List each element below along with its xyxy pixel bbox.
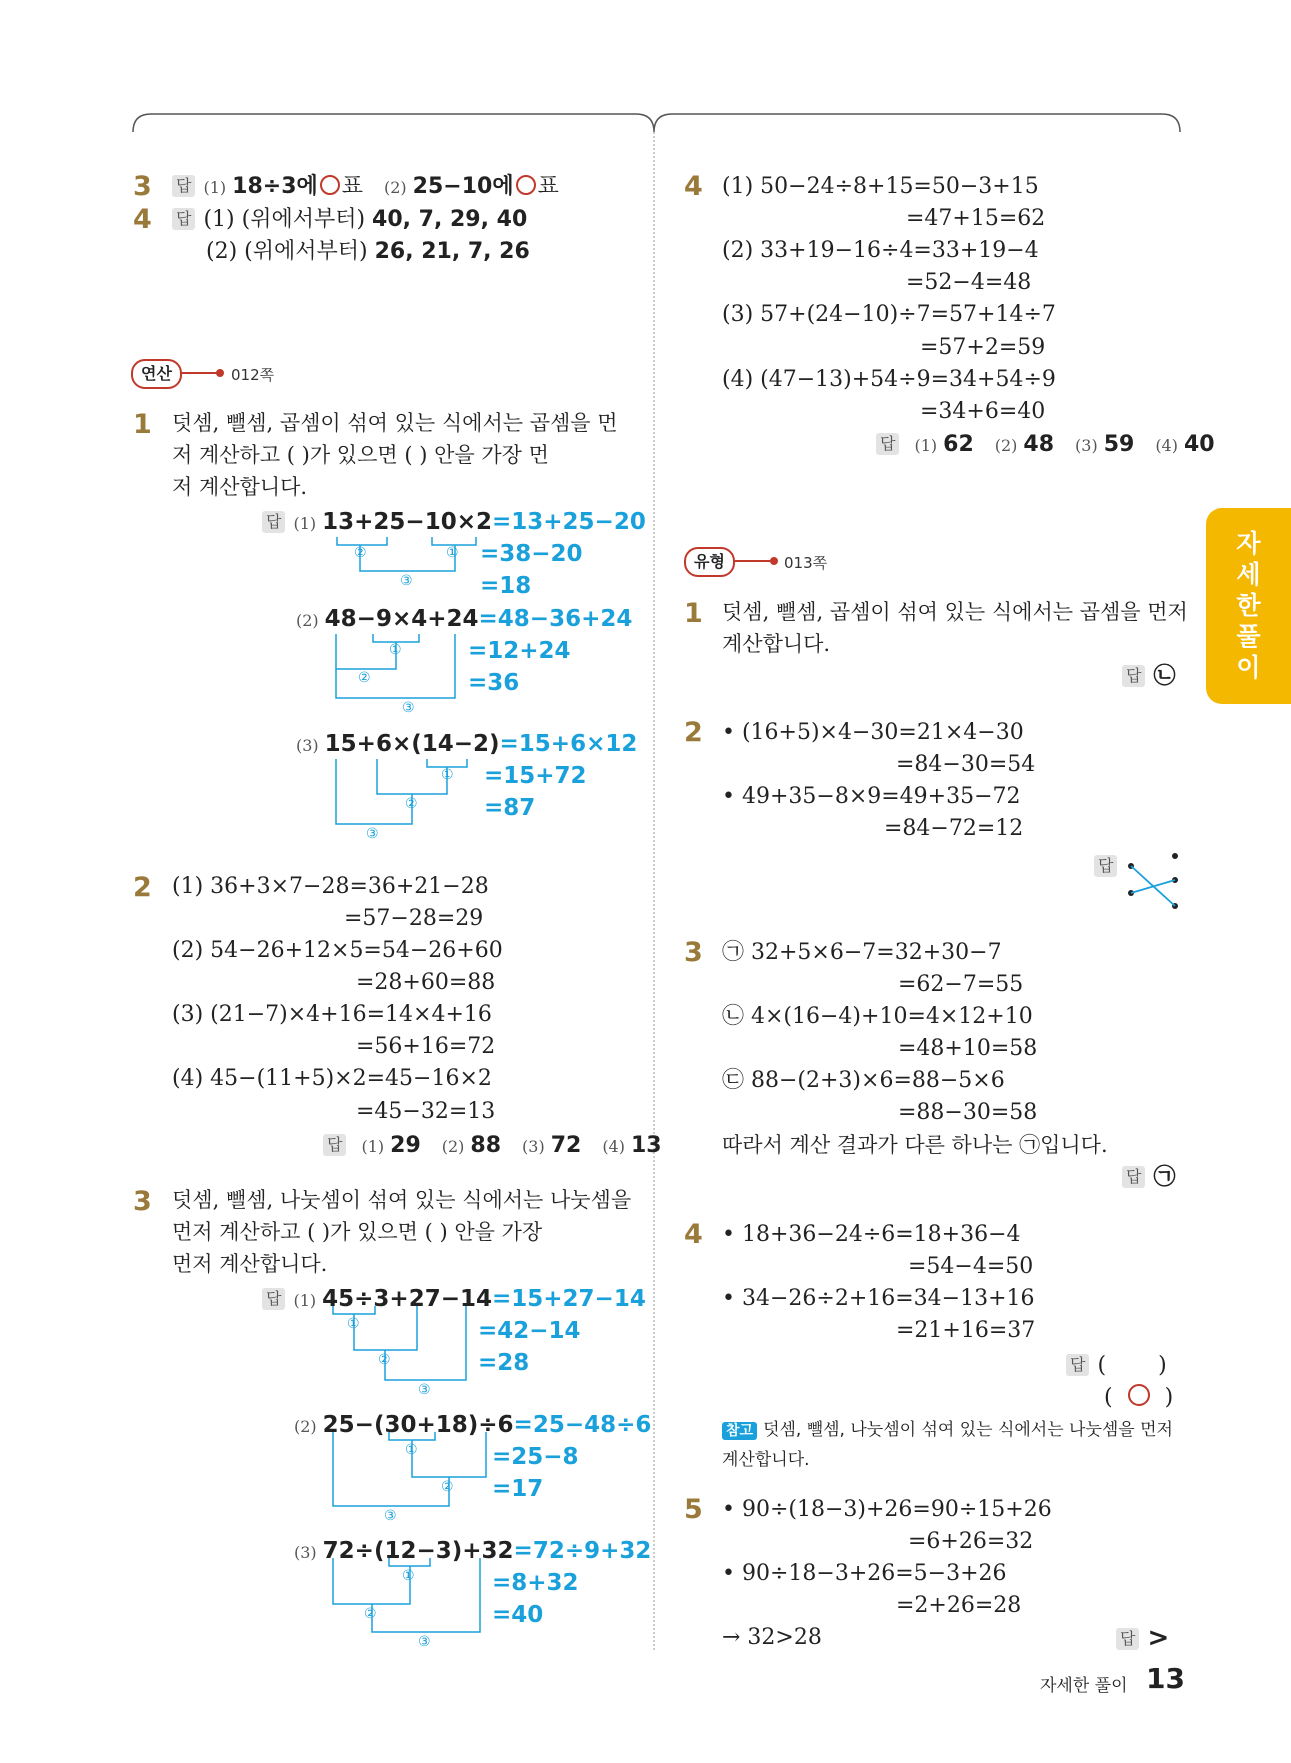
order-mark: ① xyxy=(347,1316,360,1332)
calc-line: • 90÷(18−3)+26=90÷15+26 xyxy=(722,1497,1052,1522)
explanation-line: 저 계산하고 ( )가 있으면 ( ) 안을 가장 먼 xyxy=(172,443,549,467)
order-mark: ② xyxy=(378,1352,391,1368)
order-mark: ③ xyxy=(418,1634,431,1650)
calc-line: =47+15=62 xyxy=(906,206,1046,231)
calc-line: (2) 25−(30+18)÷6=25−48÷6 xyxy=(294,1412,652,1438)
calc-line: (4) 45−(11+5)×2=45−16×2 xyxy=(172,1066,492,1091)
answer-line: ( ) xyxy=(1104,1385,1174,1410)
section-tag: 유형 xyxy=(684,547,735,577)
question-number: 1 xyxy=(684,598,703,629)
calc-line: 답 (1) 45÷3+27−14=15+27−14 xyxy=(262,1284,646,1316)
order-mark: ③ xyxy=(400,573,413,589)
calc-line: ㉢ 88−(2+3)×6=88−5×6 xyxy=(722,1068,1005,1093)
question-number: 3 xyxy=(684,937,703,968)
order-mark: ③ xyxy=(402,700,415,716)
calc-line: =48+10=58 xyxy=(898,1036,1038,1061)
order-mark: ③ xyxy=(384,1508,397,1524)
order-mark: ② xyxy=(441,1479,454,1495)
explanation-line: 저 계산합니다. xyxy=(172,475,308,499)
order-mark: ③ xyxy=(366,826,379,842)
calc-line: =56+16=72 xyxy=(356,1034,496,1059)
order-mark: ② xyxy=(358,670,371,686)
question-number: 4 xyxy=(684,171,703,202)
calc-line: → 32>28 xyxy=(722,1625,822,1650)
calc-line: 답 (1) 13+25−10×2=13+25−20 xyxy=(262,507,646,539)
question-number: 2 xyxy=(133,872,152,903)
calc-line: =84−30=54 xyxy=(896,752,1036,777)
answer-line: 답 ㉡ xyxy=(1122,662,1175,692)
answer-line: 답 (1) (위에서부터) 40, 7, 29, 40 xyxy=(172,205,527,235)
calc-line: • (16+5)×4−30=21×4−30 xyxy=(722,720,1024,745)
explanation-line: 따라서 계산 결과가 다른 하나는 ㉠입니다. xyxy=(722,1133,1108,1157)
question-number: 5 xyxy=(684,1494,703,1525)
answer-line: 답 ( ) xyxy=(1066,1351,1167,1381)
calc-line: =88−30=58 xyxy=(898,1100,1038,1125)
calc-line: =6+26=32 xyxy=(908,1529,1034,1554)
calc-result: =17 xyxy=(492,1476,544,1502)
calc-line: =34+6=40 xyxy=(920,399,1046,424)
calc-line: =2+26=28 xyxy=(896,1593,1022,1618)
calc-line: • 18+36−24÷6=18+36−4 xyxy=(722,1222,1021,1247)
calc-result: =40 xyxy=(492,1602,544,1628)
answer-line: 답 (1) 18÷3에 표 (2) 25−10에 표 xyxy=(172,172,559,203)
calc-result: =42−14 xyxy=(478,1318,581,1344)
calc-line: =28+60=88 xyxy=(356,970,496,995)
calc-line: (4) (47−13)+54÷9=34+54÷9 xyxy=(722,367,1056,392)
answer-badge: 답 xyxy=(172,175,195,197)
answer-line: 답 xyxy=(1094,852,1125,882)
calc-line: • 34−26÷2+16=34−13+16 xyxy=(722,1286,1035,1311)
calc-line: • 90÷18−3+26=5−3+26 xyxy=(722,1561,1007,1586)
answer-line: 답 (1) 62 (2) 48 (3) 59 (4) 40 xyxy=(876,430,1215,461)
calc-result: =15+72 xyxy=(484,763,587,789)
note: 참고 덧셈, 뺄셈, 나눗셈이 섞여 있는 식에서는 나눗셈을 먼저 xyxy=(722,1415,1173,1446)
question-number: 3 xyxy=(133,1186,152,1217)
tag-page: 013쪽 xyxy=(784,554,828,572)
calc-line: =45−32=13 xyxy=(356,1099,496,1124)
order-mark: ② xyxy=(405,796,418,812)
calc-result: =87 xyxy=(484,795,536,821)
calc-line: (3) 72÷(12−3)+32=72÷9+32 xyxy=(294,1538,652,1564)
order-mark: ① xyxy=(402,1568,415,1584)
calc-line: (3) (21−7)×4+16=14×4+16 xyxy=(172,1002,492,1027)
calc-result: =18 xyxy=(480,573,532,599)
calc-line: ㉡ 4×(16−4)+10=4×12+10 xyxy=(722,1004,1033,1029)
order-mark: ① xyxy=(441,767,454,783)
question-number: 4 xyxy=(133,204,152,235)
calc-result: =28 xyxy=(478,1350,530,1376)
explanation-line: 덧셈, 뺄셈, 곱셈이 섞여 있는 식에서는 곱셈을 먼 xyxy=(172,411,618,435)
question-number: 1 xyxy=(133,409,152,440)
calc-result: =36 xyxy=(468,670,520,696)
explanation-line: 덧셈, 뺄셈, 나눗셈이 섞여 있는 식에서는 나눗셈을 xyxy=(172,1188,632,1212)
calc-line: =57+2=59 xyxy=(920,335,1046,360)
calc-line: =21+16=37 xyxy=(896,1318,1036,1343)
order-mark: ① xyxy=(405,1442,418,1458)
calc-line: (3) 15+6×(14−2)=15+6×12 xyxy=(296,731,638,757)
section-tag: 연산 xyxy=(131,359,182,389)
calc-line: =62−7=55 xyxy=(898,972,1024,997)
answer-line: 답 (1) 29 (2) 88 (3) 72 (4) 13 xyxy=(323,1131,662,1162)
calc-line: ㉠ 32+5×6−7=32+30−7 xyxy=(722,940,1002,965)
calc-result: =25−8 xyxy=(492,1444,579,1470)
explanation-line: 덧셈, 뺄셈, 곱셈이 섞여 있는 식에서는 곱셈을 먼저 xyxy=(722,600,1188,624)
page-number: 13 xyxy=(1146,1662,1185,1695)
answer-line: (2) (위에서부터) 26, 21, 7, 26 xyxy=(206,239,530,264)
explanation-line: 먼저 계산합니다. xyxy=(172,1252,328,1276)
note-badge: 참고 xyxy=(722,1422,757,1440)
calc-result: =38−20 xyxy=(480,541,583,567)
tag-page: 012쪽 xyxy=(231,366,275,384)
answer-line: 답 > xyxy=(1116,1623,1169,1655)
explanation-line: 계산합니다. xyxy=(722,632,831,656)
calc-line: =52−4=48 xyxy=(906,270,1032,295)
explanation-line: 먼저 계산하고 ( )가 있으면 ( ) 안을 가장 xyxy=(172,1220,543,1244)
calc-result: =8+32 xyxy=(492,1570,579,1596)
side-tab[interactable]: 자 세 한 풀 이 xyxy=(1206,508,1291,704)
answer-line: 답 ㉠ xyxy=(1122,1163,1175,1193)
calc-line: =57−28=29 xyxy=(344,906,484,931)
calc-line: =84−72=12 xyxy=(884,816,1024,841)
calc-line: (3) 57+(24−10)÷7=57+14÷7 xyxy=(722,302,1056,327)
calc-line: =54−4=50 xyxy=(908,1254,1034,1279)
calc-line: (2) 33+19−16÷4=33+19−4 xyxy=(722,238,1039,263)
order-mark: ③ xyxy=(418,1382,431,1398)
calc-line: • 49+35−8×9=49+35−72 xyxy=(722,784,1021,809)
order-mark: ② xyxy=(354,545,367,561)
question-number: 2 xyxy=(684,717,703,748)
calc-line: (2) 54−26+12×5=54−26+60 xyxy=(172,938,503,963)
note-line: 계산합니다. xyxy=(722,1450,810,1470)
order-mark: ① xyxy=(446,545,459,561)
question-number: 4 xyxy=(684,1219,703,1250)
calc-line: (2) 48−9×4+24=48−36+24 xyxy=(296,606,633,632)
question-number: 3 xyxy=(133,171,152,202)
order-mark: ② xyxy=(364,1606,377,1622)
calc-line: (1) 36+3×7−28=36+21−28 xyxy=(172,874,489,899)
calc-result: =12+24 xyxy=(468,638,571,664)
circle-mark xyxy=(1128,1384,1150,1406)
footer-label: 자세한 풀이 xyxy=(1040,1676,1128,1696)
calc-line: (1) 50−24÷8+15=50−3+15 xyxy=(722,174,1039,199)
order-mark: ① xyxy=(389,642,402,658)
